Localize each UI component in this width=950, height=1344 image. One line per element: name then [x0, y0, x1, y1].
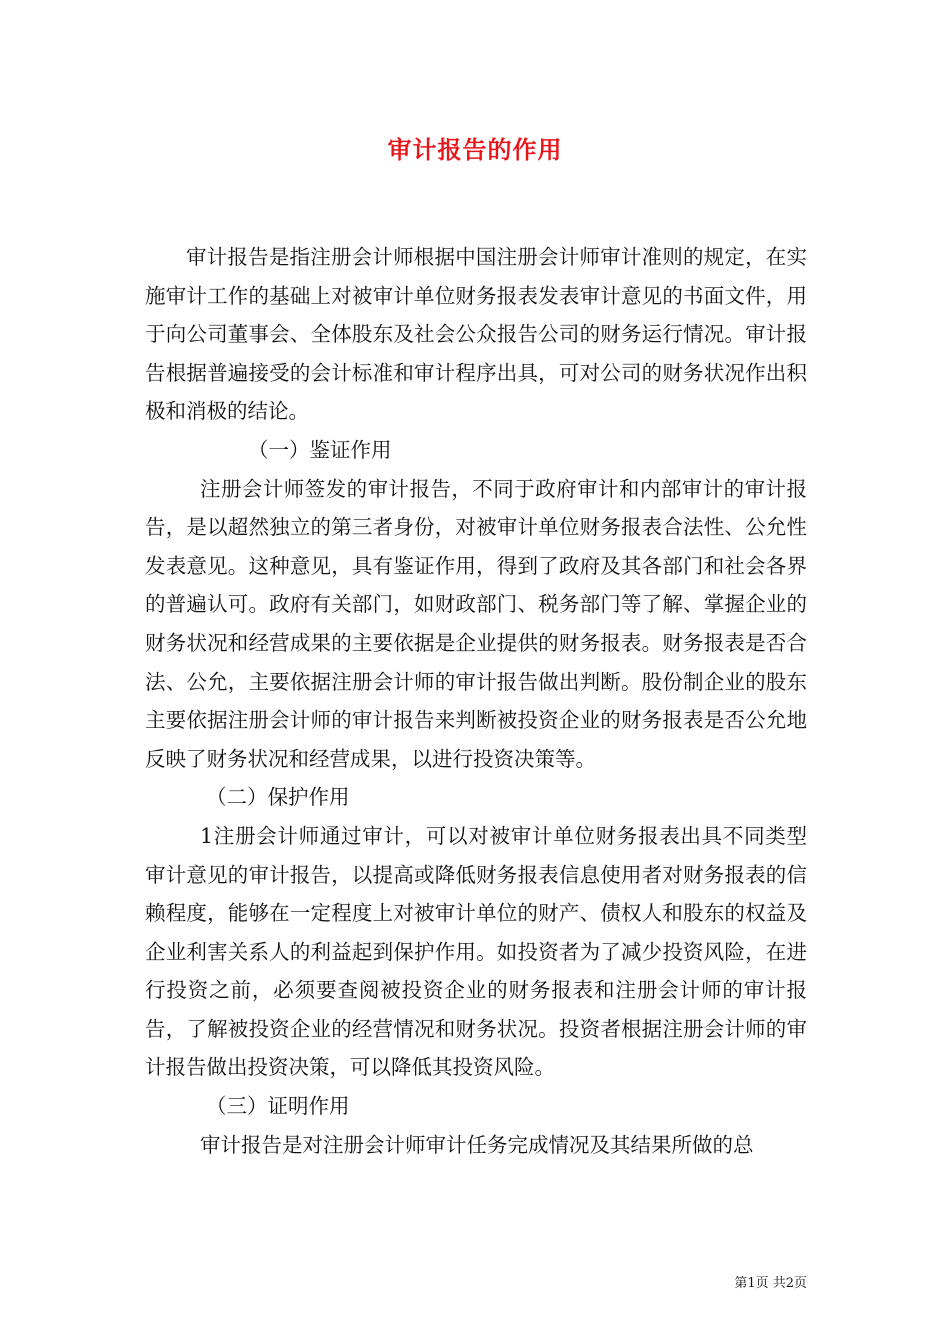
document-body	[145, 238, 807, 1164]
paragraph-protection: 1注册会计师通过审计，可以对被审计单位财务报表出具不同类型审计意见的审计报告，以提高或降低财务报表信息使用者对财务报表的信赖程度，能够在一定程度上对被审计单位的财产、债权人和股东的权益及企业利害关系人的利益起到保护作用。如投资者为了减少投资风险，在进行投资之前，必须要查阅被投资企业的财务报表和注册会计师的审计报告，了解被投资企业的经营情况和财务状况。投资者根据注册会计师的审计报告做出投资决策，可以降低其投资风险。	[145, 823, 807, 1080]
section-heading-verification: （一）鉴证作用	[248, 437, 392, 462]
paragraph-verification: 注册会计师签发的审计报告，不同于政府审计和内部审计的审计报告，是以超然独立的第三者身份，对被审计单位财务报表合法性、公允性发表意见。这种意见，具有鉴证作用，得到了政府及其各部门和社会各界的普遍认可。政府有关部门，如财政部门、税务部门等了解、掌握企业的财务状况和经营成果的主要依据是企业提供的财务报表。财务报表是否合法、公允，主要依据注册会计师的审计报告做出判断。股份制企业的股东主要依据注册会计师的审计报告来判断被投资企业的财务报表是否公允地反映了财务状况和经营成果，以进行投资决策等。	[145, 476, 807, 771]
page-number: 第1页 共2页	[734, 1276, 807, 1291]
document-title: 审计报告的作用	[387, 135, 563, 164]
paragraph-intro: 审计报告是指注册会计师根据中国注册会计师审计准则的规定，在实施审计工作的基础上对被审计单位财务报表发表审计意见的书面文件，用于向公司董事会、全体股东及社会公众报告公司的财务运行情况。审计报告根据普遍接受的会计标准和审计程序出具，可对公司的财务状况作出积极和消极的结论。	[145, 245, 807, 424]
section-heading-proof: （三）证明作用	[206, 1094, 350, 1119]
section-heading-protection: （二）保护作用	[206, 785, 350, 810]
paragraph-proof: 审计报告是对注册会计师审计任务完成情况及其结果所做的总	[200, 1132, 754, 1157]
